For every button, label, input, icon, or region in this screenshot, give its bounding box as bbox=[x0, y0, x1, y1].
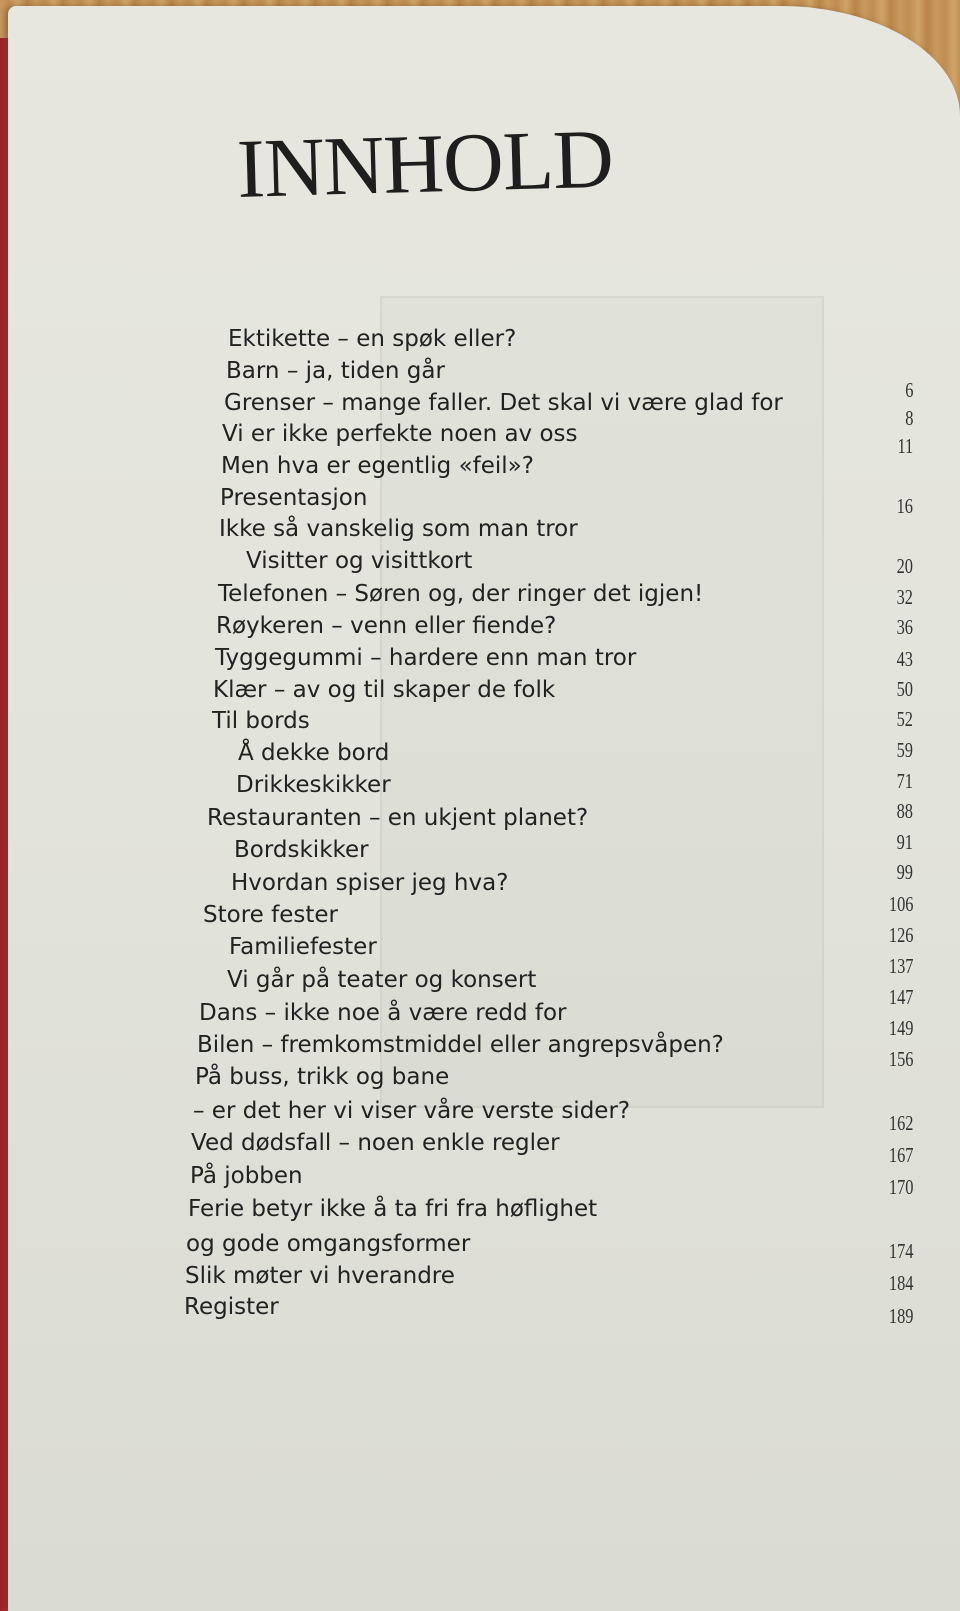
toc-page-number: 174 bbox=[888, 1239, 913, 1263]
toc-page-number: 184 bbox=[888, 1271, 913, 1295]
toc-page-number: 36 bbox=[896, 615, 913, 639]
toc-page-number: 6 bbox=[904, 378, 913, 402]
toc-entry-title: Store fester bbox=[203, 902, 338, 928]
toc-entry-title: På jobben bbox=[190, 1163, 303, 1189]
toc-page-number: 106 bbox=[888, 892, 913, 916]
toc-entry-title: Vi er ikke perfekte noen av oss bbox=[222, 421, 578, 447]
toc-entry-title: Ikke så vanskelig som man tror bbox=[219, 516, 578, 542]
toc-page-number: 137 bbox=[888, 954, 913, 978]
toc-entry-title: Presentasjon bbox=[220, 485, 368, 511]
toc-page-number: 50 bbox=[896, 677, 913, 701]
toc-entry-title: Bordskikker bbox=[234, 837, 369, 863]
toc-page-number: 162 bbox=[888, 1111, 913, 1135]
toc-entry-title: På buss, trikk og bane bbox=[195, 1064, 450, 1090]
toc-page-number: 156 bbox=[888, 1047, 913, 1071]
toc-entry-title: Tyggegummi – hardere enn man tror bbox=[215, 645, 637, 671]
toc-entry-title: Vi går på teater og konsert bbox=[227, 967, 537, 993]
toc-entry-title: Restauranten – en ukjent planet? bbox=[207, 805, 589, 831]
toc-page-number: 11 bbox=[897, 434, 913, 458]
toc-entry-title: Drikkeskikker bbox=[236, 772, 391, 798]
toc-entry-title: Klær – av og til skaper de folk bbox=[213, 677, 556, 703]
toc-entry-title: Telefonen – Søren og, der ringer det igjen! bbox=[218, 581, 704, 607]
toc-page-number: 8 bbox=[904, 406, 913, 430]
toc-page-number: 189 bbox=[888, 1304, 913, 1328]
toc-entry-title: Røykeren – venn eller fiende? bbox=[216, 613, 557, 639]
page-heading: INNHOLD bbox=[235, 112, 614, 216]
toc-page-number: 71 bbox=[896, 769, 913, 793]
toc-entry-title: Barn – ja, tiden går bbox=[226, 358, 445, 384]
toc-page-number: 32 bbox=[896, 585, 913, 609]
toc-entry-title: Slik møter vi hverandre bbox=[185, 1263, 455, 1289]
toc-entry-title: Å dekke bord bbox=[238, 740, 390, 766]
toc-page-number: 43 bbox=[896, 647, 913, 671]
toc-page-number: 59 bbox=[896, 738, 913, 762]
toc-page-number: 170 bbox=[888, 1175, 913, 1199]
toc-entry-title: Ektikette – en spøk eller? bbox=[228, 326, 517, 352]
toc-entry-title: – er det her vi viser våre verste sider? bbox=[193, 1098, 631, 1124]
toc-entry-title: Men hva er egentlig «feil»? bbox=[221, 453, 534, 479]
toc-entry-title: Familiefester bbox=[229, 934, 377, 960]
toc-entry-title: Ved dødsfall – noen enkle regler bbox=[191, 1130, 560, 1156]
toc-page-number: 126 bbox=[888, 923, 913, 947]
toc-page-number: 147 bbox=[888, 985, 913, 1009]
toc-page-number: 149 bbox=[888, 1016, 913, 1040]
toc-page-number: 88 bbox=[896, 799, 913, 823]
toc-entry-title: Ferie betyr ikke å ta fri fra høflighet bbox=[188, 1196, 598, 1222]
toc-entry-title: Grenser – mange faller. Det skal vi være glad for bbox=[224, 390, 783, 416]
toc-entry-title: Visitter og visittkort bbox=[246, 548, 473, 574]
toc-entry-title: Bilen – fremkomstmiddel eller angrepsvåpen? bbox=[197, 1032, 724, 1058]
toc-entry-title: Til bords bbox=[212, 708, 310, 734]
toc-page-number: 167 bbox=[888, 1143, 913, 1167]
toc-entry-title: Register bbox=[184, 1294, 279, 1320]
toc-entry-title: Hvordan spiser jeg hva? bbox=[231, 870, 509, 896]
toc-entry-title: og gode omgangsformer bbox=[186, 1231, 471, 1257]
toc-page-number: 52 bbox=[896, 707, 913, 731]
toc-page-number: 91 bbox=[896, 830, 913, 854]
toc-entry-title: Dans – ikke noe å være redd for bbox=[199, 1000, 567, 1026]
toc-page-number: 99 bbox=[896, 860, 913, 884]
toc-page-number: 16 bbox=[896, 494, 913, 518]
toc-page-number: 20 bbox=[896, 554, 913, 578]
